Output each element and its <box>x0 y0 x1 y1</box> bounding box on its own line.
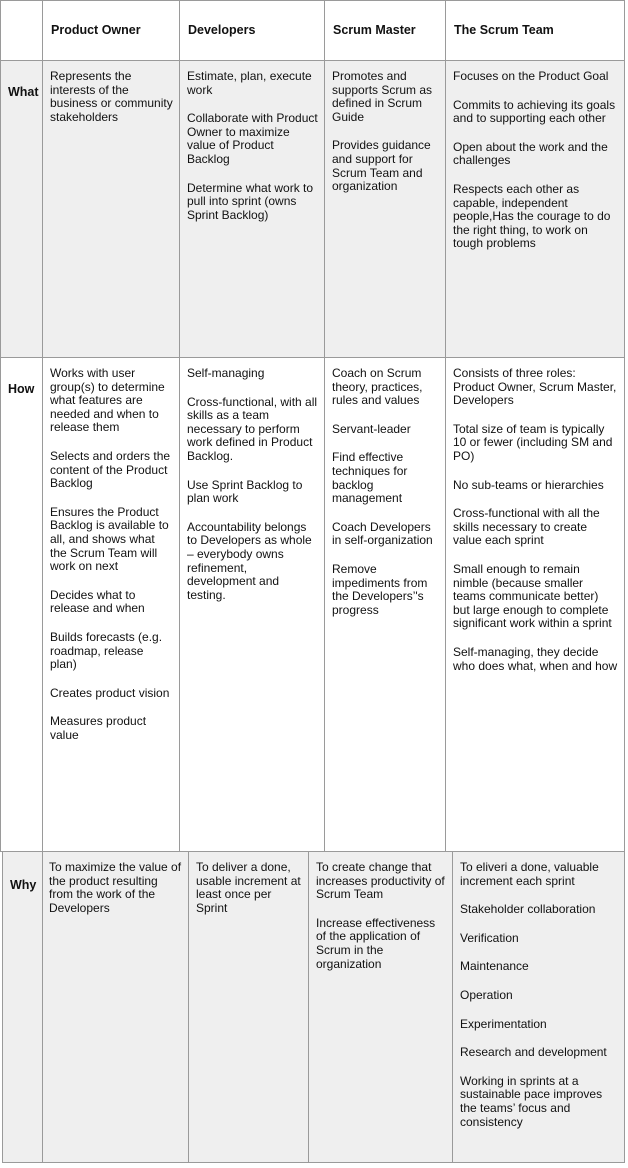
list-item: Experimentation <box>460 1016 547 1031</box>
why-scrum-team-list <box>460 861 618 1129</box>
list-item: Verification <box>460 930 519 945</box>
list-item: Operation <box>460 987 513 1002</box>
list-item: Collaborate with Product Owner to maximize value of Product Backlog <box>187 111 318 166</box>
why-product-owner-list <box>49 861 182 915</box>
what-scrum-master-list <box>332 70 439 194</box>
list-item: Small enough to remain nimble (because smaller teams communicate better) but large enough to complete significant work within a sprint <box>453 561 612 631</box>
list-item: Working in sprints at a sustainable pace improves the teams’ focus and consistency <box>460 1073 603 1129</box>
header-scrum-team: The Scrum Team <box>445 0 625 61</box>
what-scrum-team-list <box>453 70 618 251</box>
why-scrum-master-list <box>316 861 446 971</box>
list-item: No sub-teams or hierarchies <box>453 477 604 492</box>
how-developers-list <box>187 367 318 602</box>
list-item: Ensures the Product Backlog is available to all, and shows what the Scrum Team will work on next <box>50 504 169 574</box>
list-item: To create change that increases productivity of Scrum Team <box>316 860 445 902</box>
corner-cell <box>0 0 43 61</box>
how-scrum-master-list <box>332 367 439 617</box>
list-item: Determine what work to pull into sprint (owns Sprint Backlog) <box>187 180 314 222</box>
what-developers-list <box>187 70 318 222</box>
header-product-owner: Product Owner <box>42 0 180 61</box>
list-item: Cross-functional with all the skills necessary to create value each sprint <box>453 506 600 548</box>
list-item: Commits to achieving its goals and to supporting each other <box>453 97 616 126</box>
how-developers-cell <box>179 357 325 852</box>
list-item: Represents the interests of the business or community stakeholders <box>50 69 173 124</box>
list-item: Use Sprint Backlog to plan work <box>187 477 303 506</box>
list-item: Coach Developers in self-organization <box>332 519 433 548</box>
how-scrum-team-cell <box>445 357 625 852</box>
list-item: Total size of team is typically 10 or fewer (including SM and PO) <box>453 421 613 463</box>
row-label-what: What <box>0 60 43 358</box>
what-product-owner-cell <box>42 60 180 358</box>
list-item: Increase effectiveness of the application of Scrum in the organization <box>316 915 436 971</box>
list-item: Estimate, plan, execute work <box>187 69 312 97</box>
list-item: Works with user group(s) to determine what features are needed and when to release them <box>50 366 165 435</box>
list-item: Open about the work and the challenges <box>453 139 608 168</box>
what-scrum-master-cell <box>324 60 446 358</box>
list-item: Research and development <box>460 1045 607 1060</box>
list-item: To deliver a done, usable increment at least once per Sprint <box>196 860 301 915</box>
what-developers-cell <box>179 60 325 358</box>
list-item: Promotes and supports Scrum as defined in Scrum Guide <box>332 69 433 124</box>
list-item: Cross-functional, with all skills as a team necessary to perform work defined in Product Backlog. <box>187 394 318 463</box>
list-item: Remove impediments from the Developers’'s progress <box>332 561 428 617</box>
how-product-owner-cell <box>42 357 180 852</box>
how-product-owner-list <box>50 367 173 742</box>
list-item: Selects and orders the content of the Product Backlog <box>50 448 171 491</box>
list-item: Servant-leader <box>332 421 411 436</box>
list-item: Provides guidance and support for Scrum Team and organization <box>332 138 431 194</box>
list-item: To eliveri a done, valuable increment each sprint <box>460 860 599 888</box>
header-scrum-master: Scrum Master <box>324 0 446 61</box>
why-scrum-team-cell <box>452 851 625 1163</box>
list-item: Find effective techniques for backlog management <box>332 450 408 506</box>
why-developers-cell <box>188 851 309 1163</box>
how-scrum-team-list <box>453 367 618 673</box>
row-label-how: How <box>0 357 43 852</box>
list-item: Coach on Scrum theory, practices, rules and values <box>332 366 423 408</box>
how-scrum-master-cell <box>324 357 446 852</box>
list-item: Stakeholder collaboration <box>460 902 596 917</box>
list-item: Creates product vision <box>50 685 170 700</box>
what-product-owner-list <box>50 70 173 124</box>
list-item: Maintenance <box>460 959 529 974</box>
list-item: Builds forecasts (e.g. roadmap, release plan) <box>50 629 163 672</box>
why-product-owner-cell <box>42 851 189 1163</box>
list-item: Decides what to release and when <box>50 587 145 616</box>
list-item: Accountability belongs to Developers as whole – everybody owns refinement, development and testing. <box>187 519 312 602</box>
why-scrum-master-cell <box>308 851 453 1163</box>
what-scrum-team-cell <box>445 60 625 358</box>
list-item: To maximize the value of the product resulting from the work of the Developers <box>49 860 182 915</box>
why-developers-list <box>196 861 302 915</box>
list-item: Measures product value <box>50 714 147 742</box>
list-item: Respects each other as capable, independent people,Has the courage to do the right thing, to work on tough problems <box>453 181 611 251</box>
list-item: Consists of three roles: Product Owner, Scrum Master, Developers <box>453 366 617 408</box>
row-label-why: Why <box>2 851 43 1163</box>
list-item: Focuses on the Product Goal <box>453 69 609 83</box>
list-item: Self-managing <box>187 366 265 380</box>
header-developers: Developers <box>179 0 325 61</box>
list-item: Self-managing, they decide who does what, when and how <box>453 644 618 673</box>
